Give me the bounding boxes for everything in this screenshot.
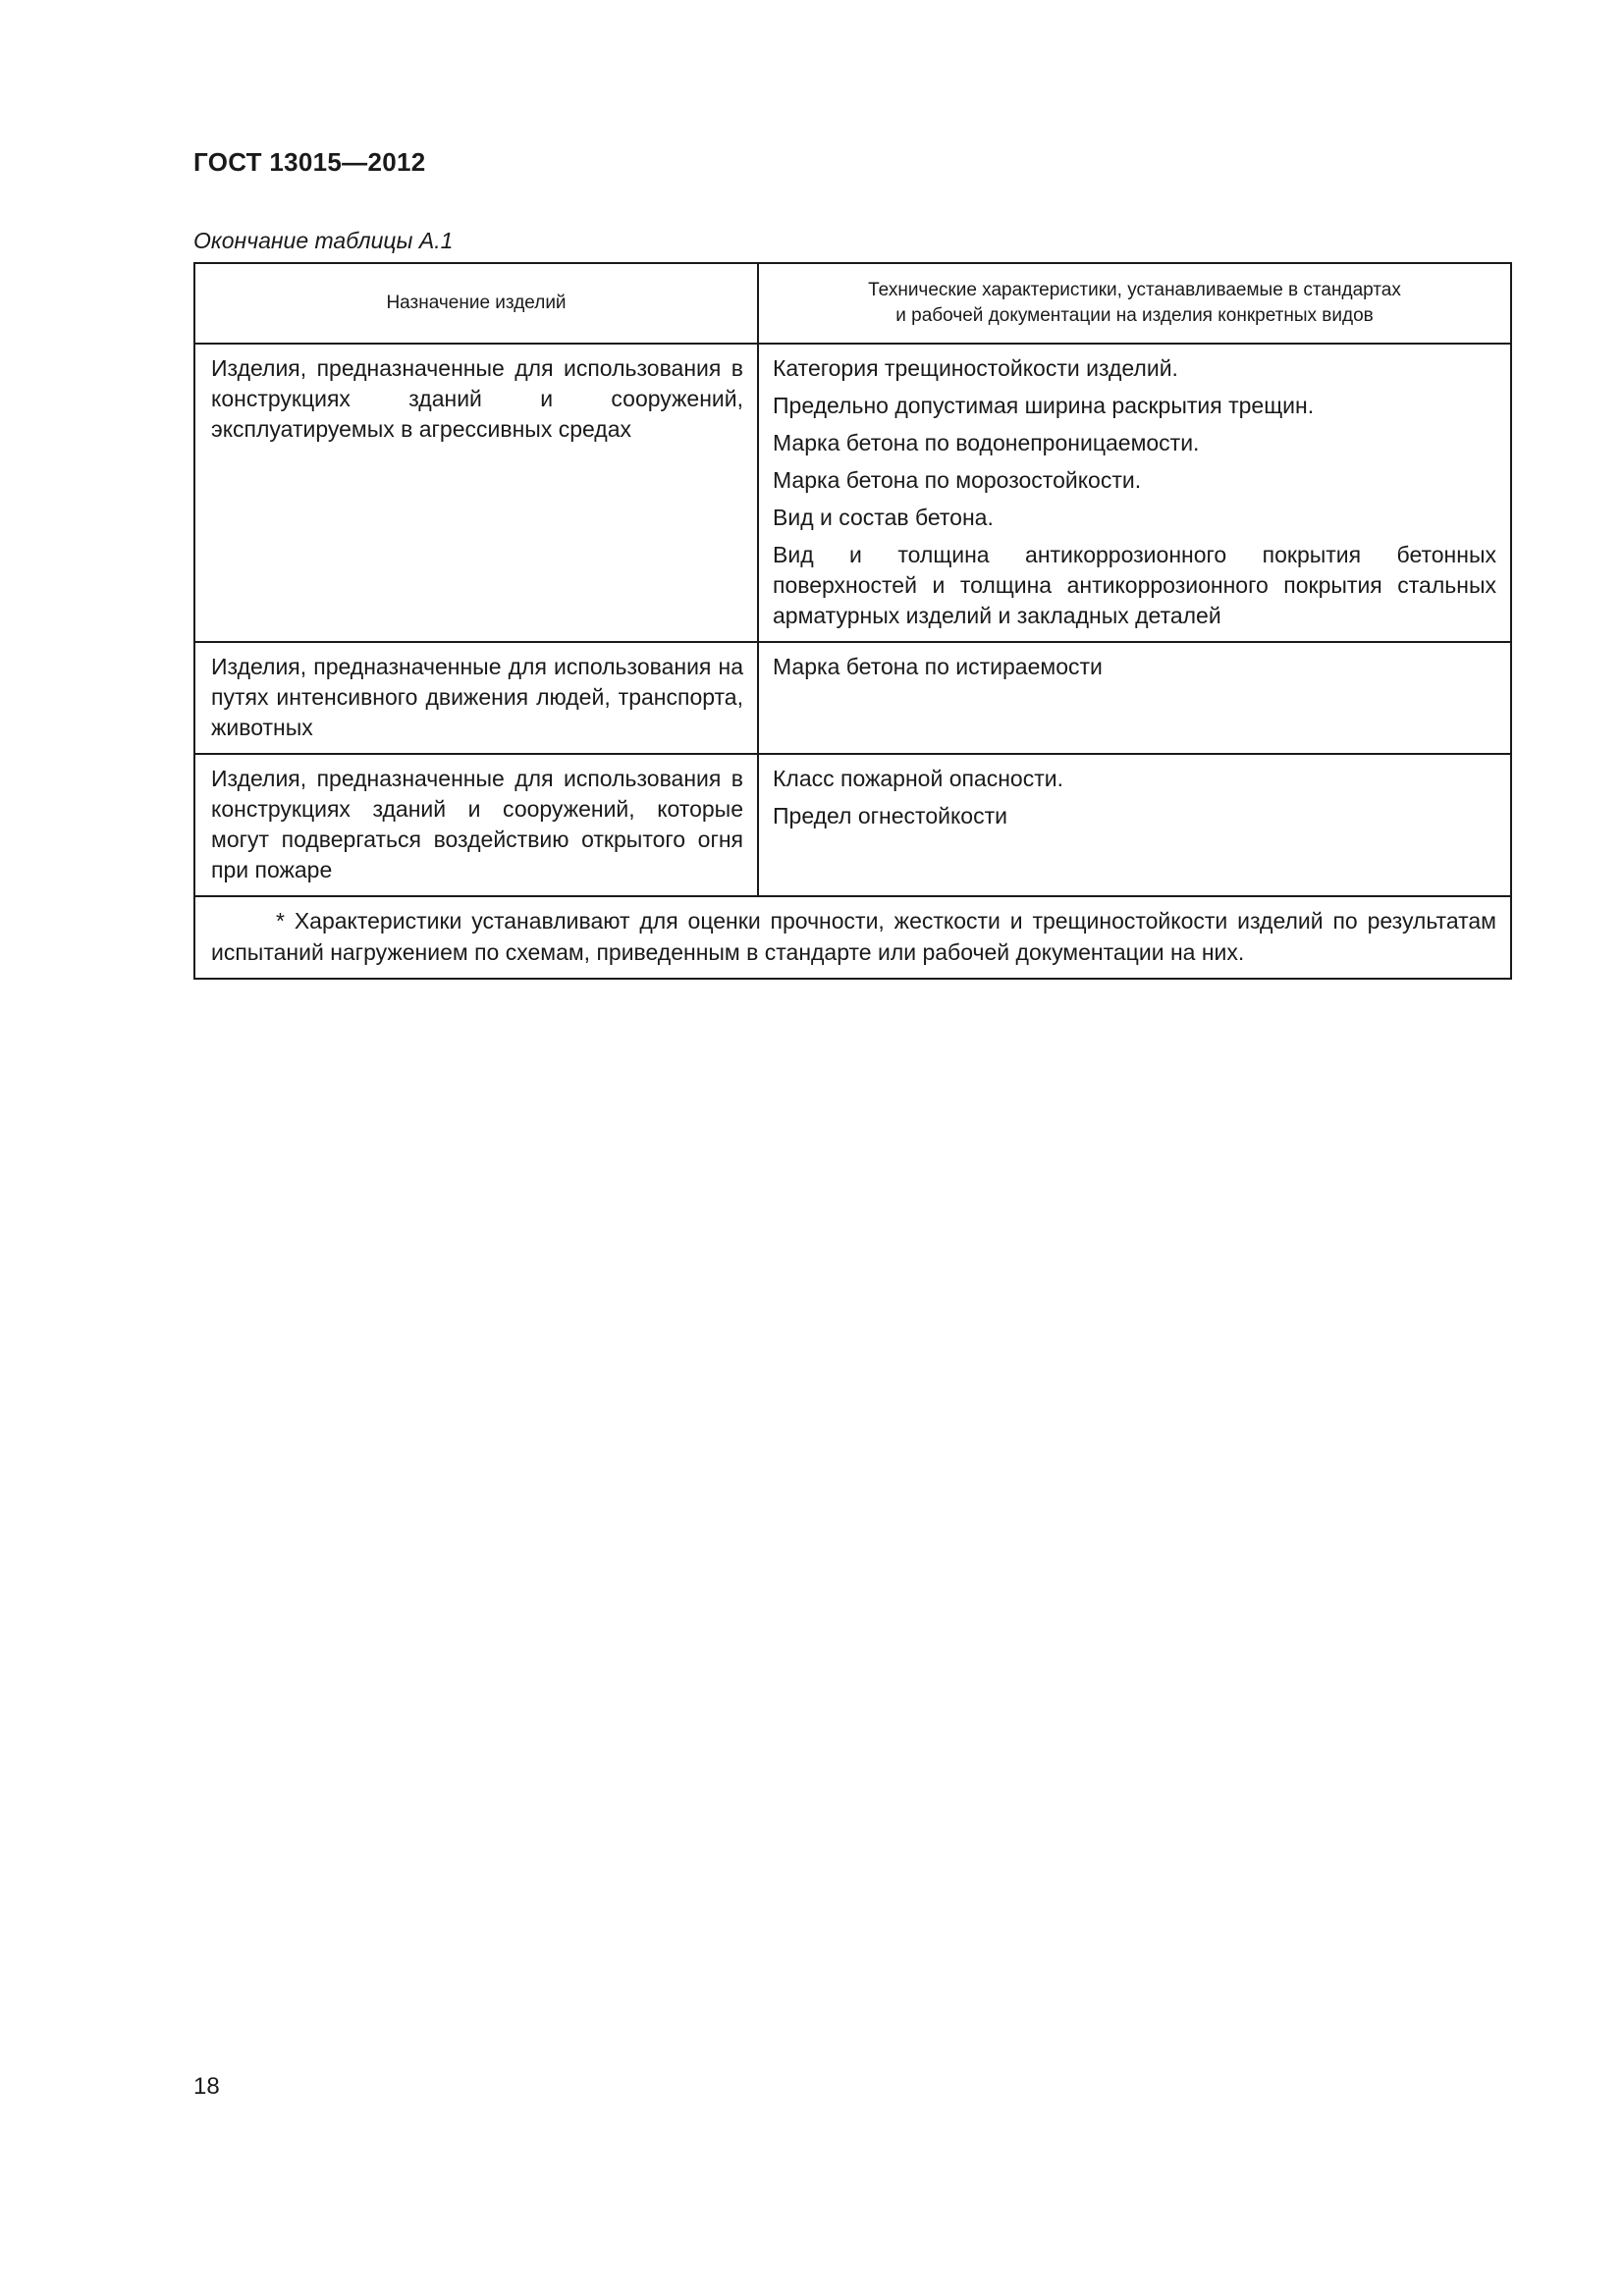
document-header: ГОСТ 13015—2012	[193, 147, 426, 177]
column-header-characteristics-line-1: Технические характеристики, устанавливаемые в стандартах	[868, 280, 1401, 300]
page-number: 18	[193, 2073, 220, 2100]
table-row	[194, 642, 1511, 754]
column-header-purpose	[194, 263, 758, 344]
table-header-row	[194, 263, 1511, 344]
characteristic-item: Вид и толщина антикоррозионного покрытия бетонных поверхностей и толщина антикоррозионного покрытия стальных арматурных изделий и закладных деталей	[773, 542, 1496, 628]
column-header-characteristics-line-2: и рабочей документации на изделия конкретных видов	[895, 305, 1374, 326]
characteristic-item: Вид и состав бетона.	[773, 505, 994, 530]
table-caption: Окончание таблицы А.1	[193, 228, 454, 253]
table-row	[194, 754, 1511, 896]
footnote-row	[194, 896, 1511, 979]
characteristic-item: Класс пожарной опасности.	[773, 766, 1063, 791]
characteristic-item: Марка бетона по морозостойкости.	[773, 467, 1142, 493]
characteristic-item: Категория трещиностойкости изделий.	[773, 355, 1178, 381]
characteristics-cell	[758, 754, 1511, 896]
characteristic-item: Марка бетона по истираемости	[773, 654, 1103, 679]
characteristic-item: Марка бетона по водонепроницаемости.	[773, 430, 1200, 455]
characteristics-cell	[758, 642, 1511, 754]
purpose-cell: Изделия, предназначенные для использования на путях интенсивного движения людей, транспорта, животных	[194, 642, 758, 754]
characteristics-cell	[758, 344, 1511, 642]
purpose-cell: Изделия, предназначенные для использования в конструкциях зданий и сооружений, которые могут подвергаться воздействию открытого огня при пожаре	[194, 754, 758, 896]
specification-table	[193, 262, 1512, 980]
characteristic-item: Предельно допустимая ширина раскрытия трещин.	[773, 393, 1315, 418]
table-row	[194, 344, 1511, 642]
characteristic-item: Предел огнестойкости	[773, 803, 1007, 828]
column-header-characteristics	[758, 263, 1511, 344]
purpose-cell: Изделия, предназначенные для использования в конструкциях зданий и сооружений, эксплуатируемых в агрессивных средах	[194, 344, 758, 642]
column-header-purpose-label: Назначение изделий	[386, 293, 567, 313]
footnote: * Характеристики устанавливают для оценки прочности, жесткости и трещиностойкости изделий по результатам испытаний нагружением по схемам, приведенным в стандарте или рабочей документации на них.	[194, 896, 1511, 979]
